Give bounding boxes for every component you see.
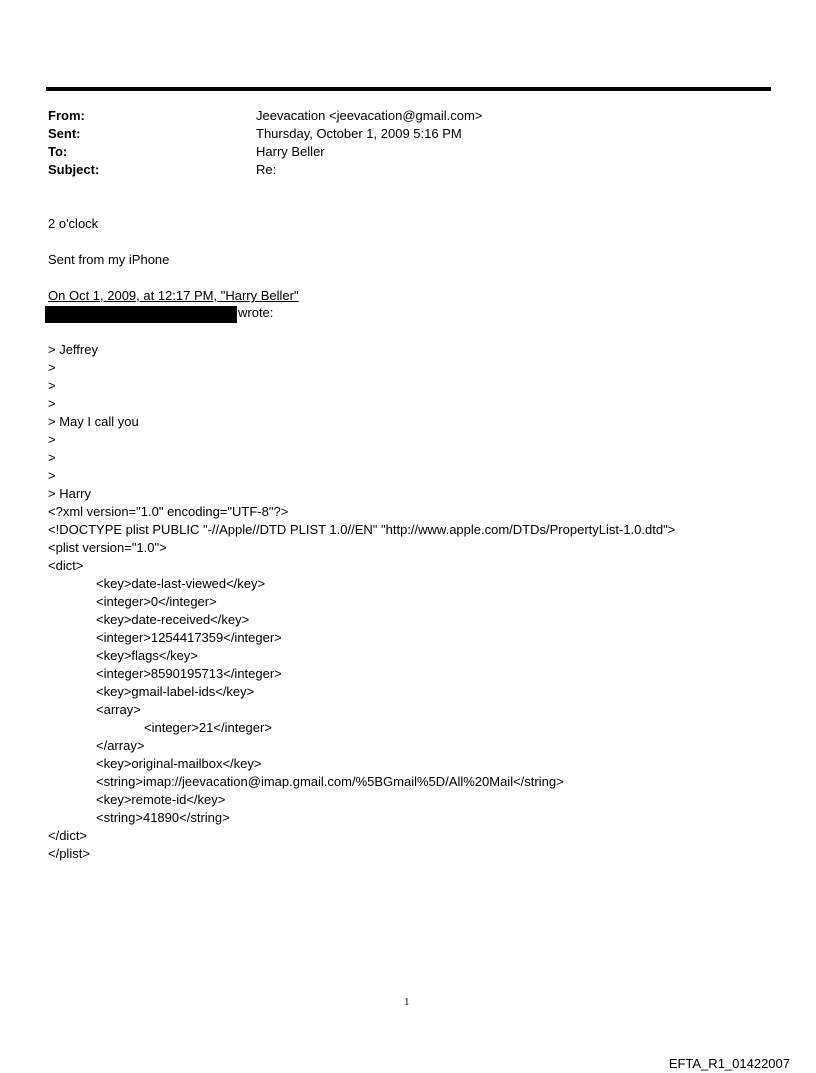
sent-label: Sent: [48, 126, 81, 141]
xml-line: <string>41890</string> [96, 810, 230, 825]
quoted-line: > [48, 468, 56, 483]
subject-value: Re: [256, 162, 277, 177]
bates-number: EFTA_R1_01422007 [668, 1056, 790, 1071]
xml-line: <key>gmail-label-ids</key> [96, 684, 255, 699]
quoted-line: > [48, 378, 56, 393]
page-number: 1 [404, 996, 410, 1008]
from-label: From: [48, 108, 85, 123]
wrote-text: wrote: [238, 305, 274, 320]
xml-line: </array> [96, 738, 145, 753]
quoted-line: > Harry [48, 486, 91, 501]
body-line: 2 o'clock [48, 216, 99, 231]
xml-line: </dict> [48, 828, 88, 843]
xml-line: <key>remote-id</key> [96, 792, 226, 807]
xml-line: <integer>21</integer> [144, 720, 272, 735]
quoted-line: > [48, 360, 56, 375]
sent-value: Thursday, October 1, 2009 5:16 PM [256, 126, 462, 141]
from-value: Jeevacation <jeevacation@gmail.com> [256, 108, 483, 123]
xml-line: <integer>0</integer> [96, 594, 217, 609]
xml-line: <dict> [48, 558, 84, 573]
to-value: Harry Beller [256, 144, 325, 159]
xml-line: </plist> [48, 846, 90, 861]
xml-line: <integer>1254417359</integer> [96, 630, 282, 645]
xml-line: <!DOCTYPE plist PUBLIC "-//Apple//DTD PLIST 1.0//EN" "http://www.apple.com/DTDs/PropertyList-1.0.dtd"> [48, 522, 676, 537]
header-rule [46, 87, 771, 91]
quoted-line: > [48, 396, 56, 411]
quoted-line: > Jeffrey [48, 342, 98, 357]
quoted-line: > May I call you [48, 414, 139, 429]
quote-intro: On Oct 1, 2009, at 12:17 PM, "Harry Beller" [48, 288, 299, 303]
quoted-line: > [48, 450, 56, 465]
xml-line: <array> [96, 702, 141, 717]
xml-line: <key>date-received</key> [96, 612, 250, 627]
xml-line: <integer>8590195713</integer> [96, 666, 282, 681]
xml-line: <string>imap://jeevacation@imap.gmail.com/%5BGmail%5D/All%20Mail</string> [96, 774, 564, 789]
signature-line: Sent from my iPhone [48, 252, 170, 267]
xml-line: <key>date-last-viewed</key> [96, 576, 266, 591]
redaction-box [45, 306, 237, 323]
quoted-line: > [48, 432, 56, 447]
xml-line: <key>original-mailbox</key> [96, 756, 262, 771]
xml-line: <key>flags</key> [96, 648, 198, 663]
to-label: To: [48, 144, 68, 159]
xml-line: <plist version="1.0"> [48, 540, 167, 555]
subject-label: Subject: [48, 162, 100, 177]
xml-line: <?xml version="1.0" encoding="UTF-8"?> [48, 504, 289, 519]
